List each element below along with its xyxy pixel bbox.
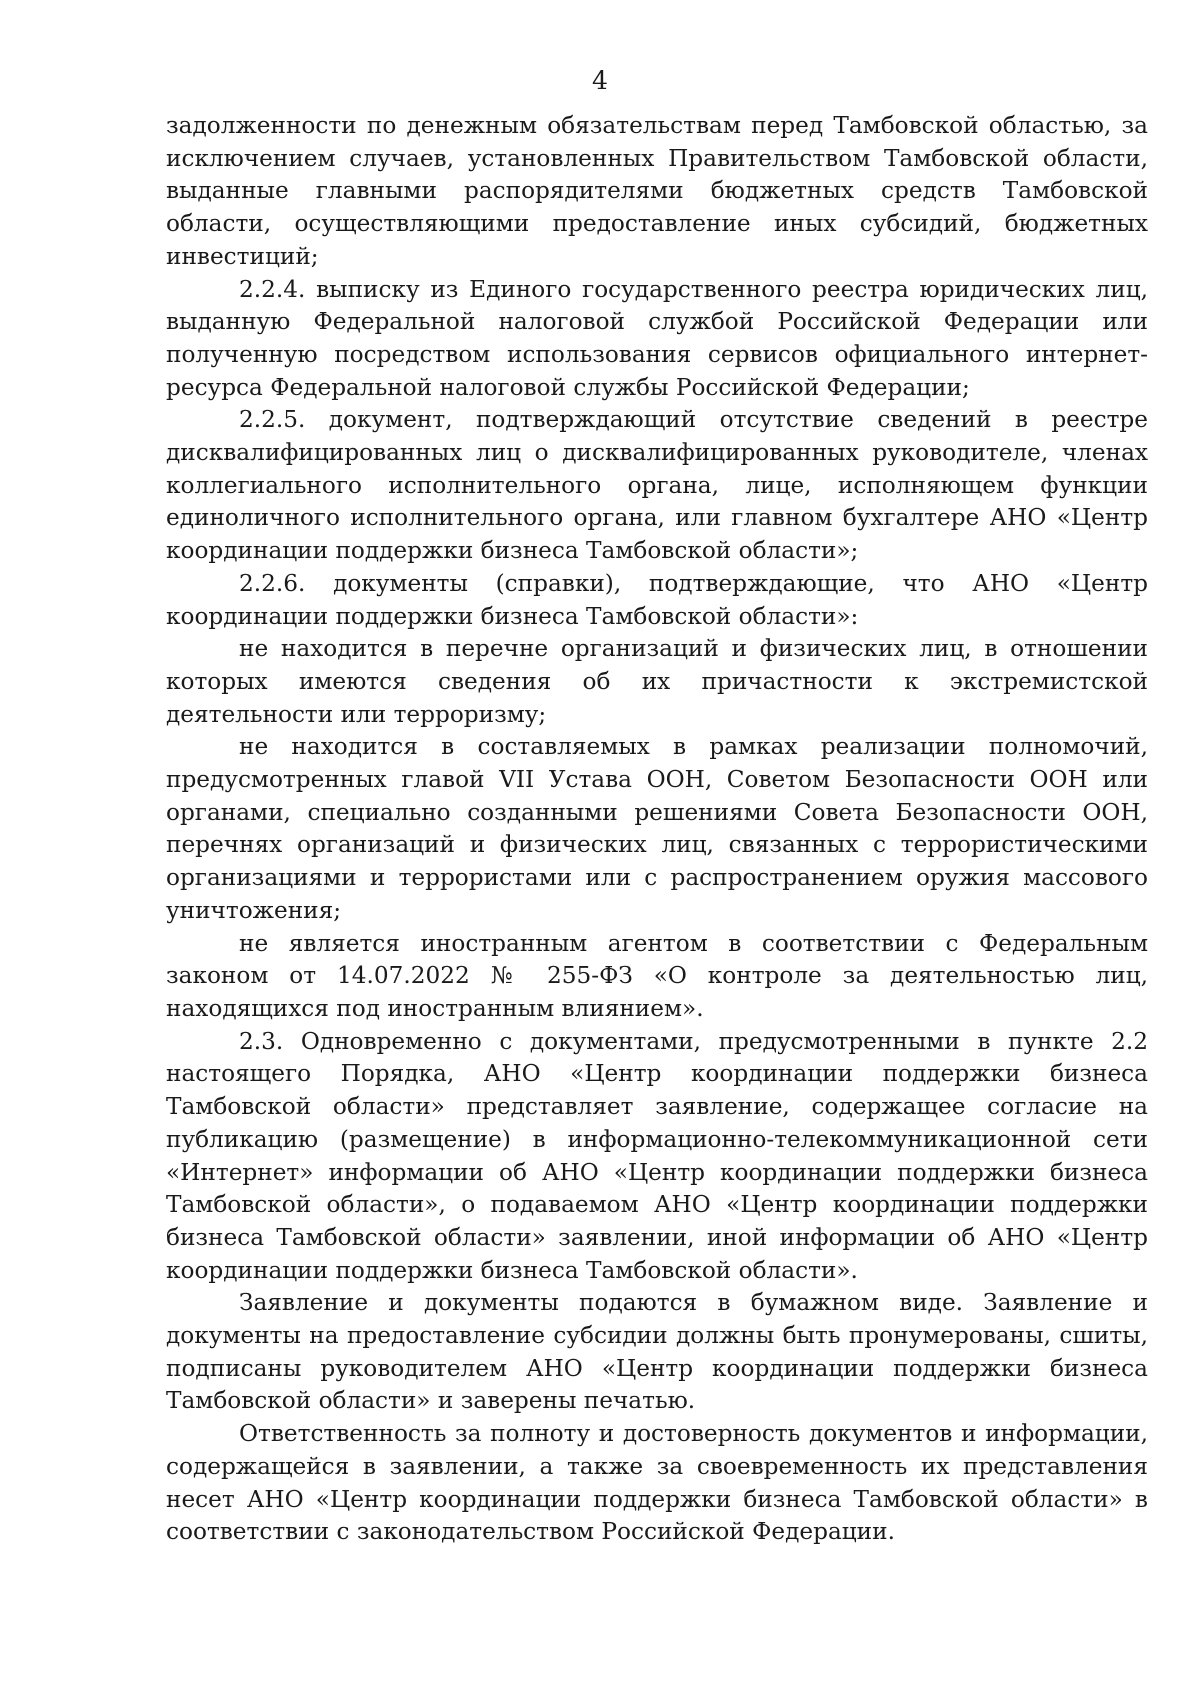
paragraph-2-2-6: 2.2.6. документы (справки), подтверждающие, что АНО «Центр координации поддержки бизнеса Тамбовской области»: bbox=[166, 569, 1148, 630]
paragraph-debt-certificates: задолженности по денежным обязательствам перед Тамбовской областью, за исключением случаев, установленных Правительством Тамбовской области, выданные главными распорядителями бюджетных средств Тамбовской области, осуществляющими предоставление иных субсидий, бюджетных инвестиций; bbox=[166, 112, 1148, 270]
paragraph-2-2-4: 2.2.4. выписку из Единого государственного реестра юридических лиц, выданную Федеральной налоговой службой Российской Федерации или полученную посредством использования сервисов официального интернет-ресурса Федеральной налоговой службы Российской Федерации; bbox=[166, 275, 1148, 401]
page-number: 4 bbox=[592, 66, 608, 95]
document-body bbox=[166, 110, 1148, 1549]
paragraph-paper-submission: Заявление и документы подаются в бумажном виде. Заявление и документы на предоставление субсидии должны быть пронумерованы, сшиты, подписаны руководителем АНО «Центр координации поддержки бизнеса Тамбовской области» и заверены печатью. bbox=[166, 1289, 1148, 1415]
paragraph-2-2-5: 2.2.5. документ, подтверждающий отсутствие сведений в реестре дисквалифицированных лиц о дисквалифицированных руководителе, членах коллегиального исполнительного органа, лице, исполняющем функции единоличного исполнительного органа, или главном бухгалтере АНО «Центр координации поддержки бизнеса Тамбовской области»; bbox=[166, 406, 1148, 565]
paragraph-un-lists: не находится в составляемых в рамках реализации полномочий, предусмотренных главой VII Устава ООН, Советом Безопасности ООН или органами, специально созданными решениями Совета Безопасности ООН, перечнях организаций и физических лиц, связанных с террористическими организациями и террористами или с распространением оружия массового уничтожения; bbox=[166, 733, 1148, 924]
paragraph-extremism-list: не находится в перечне организаций и физических лиц, в отношении которых имеются сведения об их причастности к экстремистской деятельности или терроризму; bbox=[166, 635, 1148, 728]
paragraph-foreign-agent: не является иностранным агентом в соответствии с Федеральным законом от 14.07.2022 № 255-ФЗ «О контроле за деятельностью лиц, находящихся под иностранным влиянием». bbox=[166, 929, 1148, 1022]
paragraph-2-3: 2.3. Одновременно с документами, предусмотренными в пункте 2.2 настоящего Порядка, АНО «Центр координации поддержки бизнеса Тамбовской области» представляет заявление, содержащее согласие на публикацию (размещение) в информационно-телекоммуникационной сети «Интернет» информации об АНО «Центр координации поддержки бизнеса Тамбовской области», о подаваемом АНО «Центр координации поддержки бизнеса Тамбовской области» заявлении, иной информации об АНО «Центр координации поддержки бизнеса Тамбовской области». bbox=[166, 1027, 1148, 1284]
paragraph-responsibility: Ответственность за полноту и достоверность документов и информации, содержащейся в заявлении, а также за своевременность их представления несет АНО «Центр координации поддержки бизнеса Тамбовской области» в соответствии с законодательством Российской Федерации. bbox=[166, 1420, 1148, 1546]
